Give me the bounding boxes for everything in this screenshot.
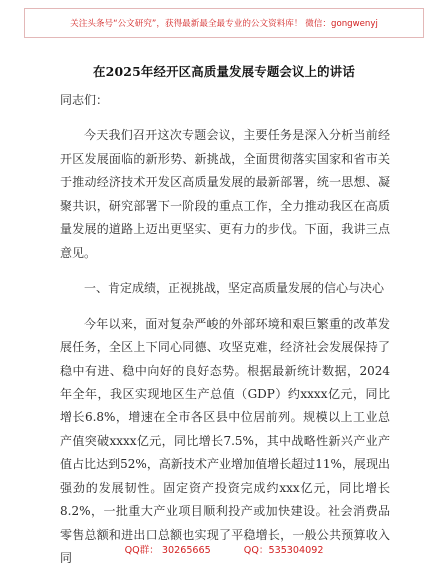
promo-banner xyxy=(24,8,424,38)
promo-banner-text: 关注头条号“公文研究”，获得最新最全最专业的公文资料库！ 微信：gongwenyj xyxy=(70,19,378,29)
contact-footer xyxy=(0,542,448,556)
footer-qq: QQ：535304092 xyxy=(243,545,324,556)
footer-qq-group: QQ群： 30265665 xyxy=(124,545,211,556)
salutation: 同志们： xyxy=(60,93,109,107)
section-paragraph: 今年以来，面对复杂严峻的外部环境和艰巨繁重的改革发展任务，全区上下同心同德、攻坚克难，经济社会发展保持了稳中有进、稳中向好的良好态势。根据最新统计数据，2024年全年，我区实现地区生产总值（GDP）约xxxx亿元，同比增长6.8%，增速在全市各区县中位居前列。规模以上工业总产值突破xxxx亿元，同比增长7.5%，其中战略性新兴产业产值占比达到52%，高新技术产业增加值增长超过11%，展现出强劲的发展韧性。固定资产投资完成约xxx亿元，同比增长8.2%，一批重大产业项目顺利投产或加快建设。社会消费品零售总额和进出口总额也实现了平稳增长，一般公共预算收入同 xyxy=(60,316,390,566)
document-title: 在2025年经开区高质量发展专题会议上的讲话 xyxy=(93,64,355,79)
section-heading: 一、肯定成绩，正视挑战，坚定高质量发展的信心与决心 xyxy=(84,281,385,296)
intro-paragraph: 今天我们召开这次专题会议，主要任务是深入分析当前经开区发展面临的新形势、新挑战，全面贯彻落实国家和省市关于推动经济技术开发区高质量发展的最新部署，统一思想、凝聚共识，研究部署下一阶段的重点工作，全力推动我区在高质量发展的道路上迈出更坚实、更有力的步伐。下面，我讲三点意见。 xyxy=(60,128,390,260)
document-body xyxy=(60,89,390,571)
